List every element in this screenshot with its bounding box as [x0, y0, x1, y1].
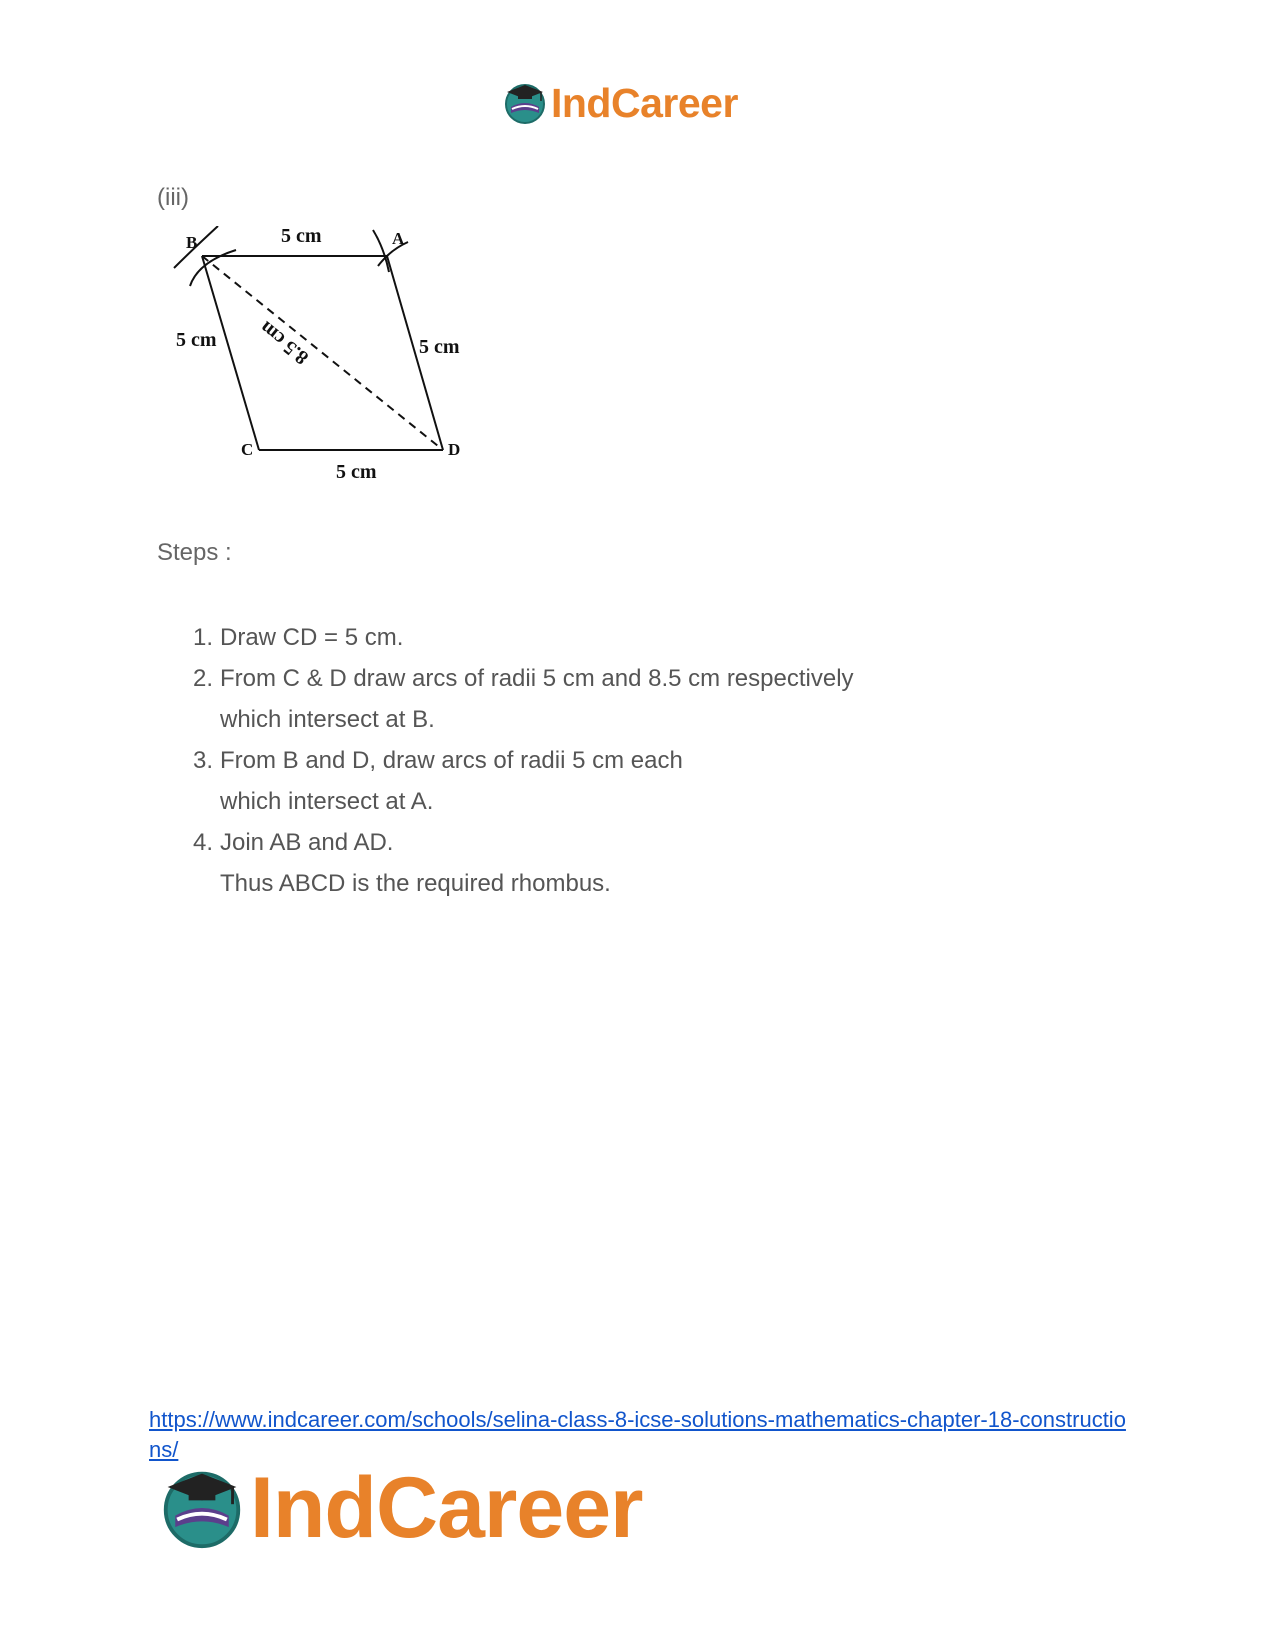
diagonal-bd-label: 8.5 cm	[255, 316, 313, 369]
rhombus-construction-figure	[170, 226, 500, 516]
side-ad-label: 5 cm	[419, 336, 460, 358]
step-item	[193, 658, 854, 740]
step-number: 1.	[193, 624, 214, 651]
step-conclusion: Thus ABCD is the required rhombus.	[220, 870, 611, 897]
side-ab-label: 5 cm	[281, 226, 322, 247]
steps-heading: Steps :	[157, 539, 232, 566]
step-text: Draw CD = 5 cm.	[220, 624, 404, 651]
vertex-a-label: A	[392, 229, 405, 248]
step-text-continued: which intersect at A.	[220, 788, 434, 815]
step-number: 3.	[193, 747, 214, 774]
source-url-link[interactable]: https://www.indcareer.com/schools/selina-class-8-icse-solutions-mathematics-chapter-18-constructions/	[149, 1407, 1126, 1462]
vertex-d-label: D	[448, 440, 461, 459]
footer-logo	[160, 1462, 643, 1554]
step-item	[193, 740, 854, 822]
step-item	[193, 617, 854, 658]
part-label: (iii)	[157, 184, 189, 211]
step-number: 2.	[193, 665, 214, 692]
step-number: 4.	[193, 829, 214, 856]
step-text-continued: which intersect at B.	[220, 706, 435, 733]
brand-name: IndCareer	[250, 1460, 643, 1556]
step-text: From C & D draw arcs of radii 5 cm and 8.5 cm respectively	[220, 665, 854, 692]
step-text: From B and D, draw arcs of radii 5 cm each	[220, 747, 683, 774]
header-logo	[503, 78, 738, 128]
side-bc-label: 5 cm	[176, 329, 217, 351]
side-bc	[202, 256, 259, 450]
side-cd-label: 5 cm	[336, 461, 377, 483]
step-item	[193, 822, 854, 904]
steps-list	[193, 617, 854, 904]
arc-a-1	[373, 230, 389, 272]
vertex-c-label: C	[241, 440, 254, 459]
indcareer-logo-icon	[160, 1466, 244, 1550]
brand-name: IndCareer	[551, 79, 738, 126]
vertex-b-label: B	[186, 233, 198, 252]
step-text: Join AB and AD.	[220, 829, 394, 856]
diagonal-bd	[202, 256, 443, 450]
indcareer-logo-icon	[503, 81, 547, 125]
